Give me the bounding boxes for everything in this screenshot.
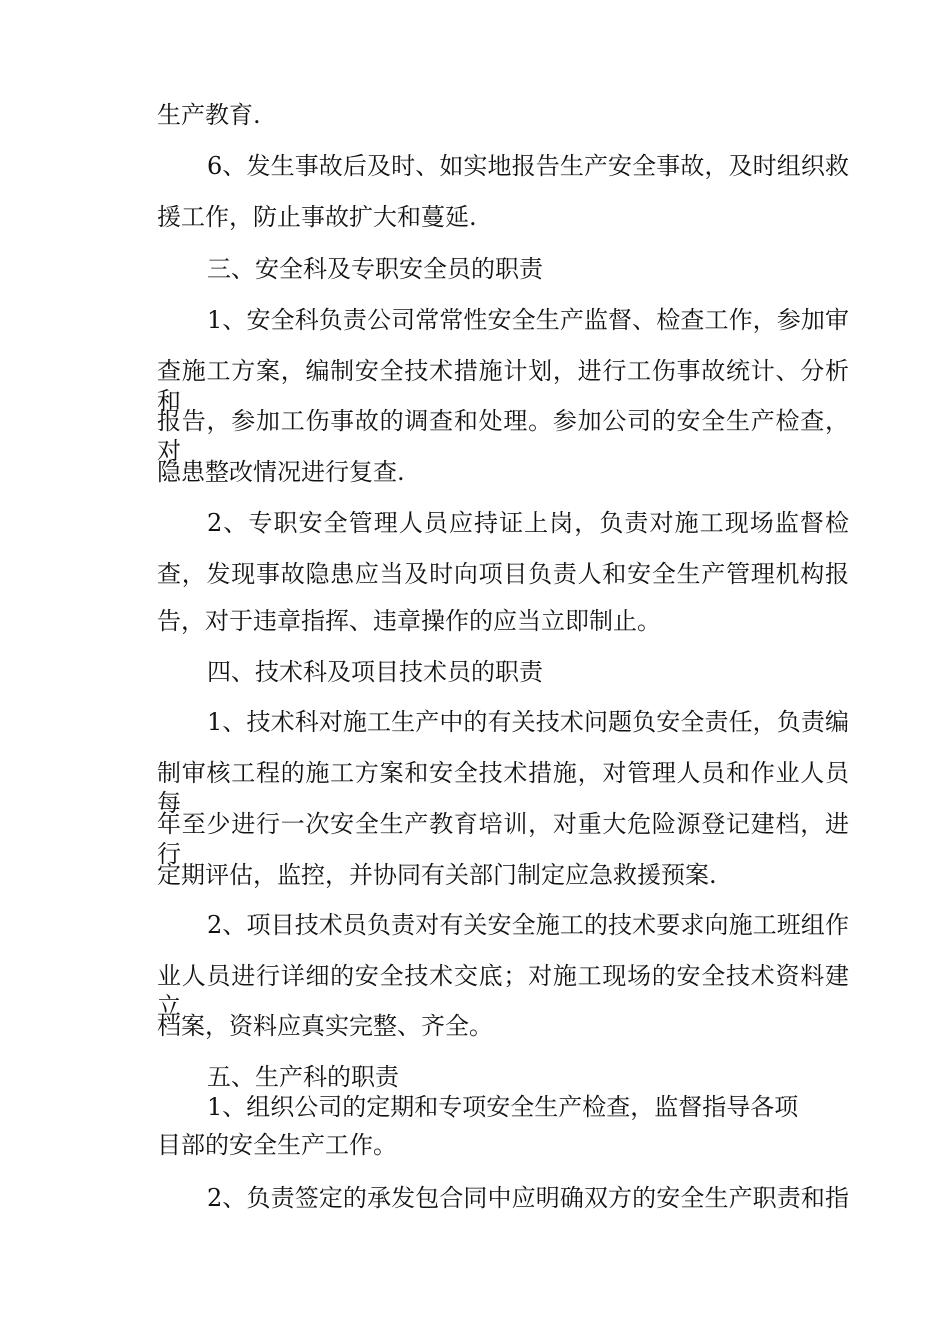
paragraph-line: 6、发生事故后及时、如实地报告生产安全事故，及时组织救	[207, 152, 849, 180]
section-heading: 五、生产科的职责	[207, 1063, 399, 1091]
paragraph-line: 年至少进行一次安全生产教育培训，对重大危险源登记建档，进行	[157, 810, 849, 868]
paragraph-line: 1、技术科对施工生产中的有关技术问题负安全责任，负责编	[207, 708, 849, 736]
paragraph-line: 1、组织公司的定期和专项安全生产检查，监督指导各项	[207, 1093, 799, 1121]
section-heading: 三、安全科及专职安全员的职责	[207, 255, 543, 283]
paragraph-line: 档案，资料应真实完整、齐全。	[157, 1012, 493, 1040]
paragraph-line: 告，对于违章指挥、违章操作的应当立即制止。	[157, 607, 661, 635]
paragraph-line: 定期评估，监控，并协同有关部门制定应急救援预案.	[157, 861, 717, 889]
section-heading: 四、技术科及项目技术员的职责	[207, 658, 543, 686]
paragraph-line: 1、安全科负责公司常常性安全生产监督、检查工作，参加审	[207, 306, 849, 334]
paragraph-line: 制审核工程的施工方案和安全技术措施，对管理人员和作业人员每	[157, 759, 849, 817]
paragraph-line: 援工作，防止事故扩大和蔓延.	[157, 203, 477, 231]
paragraph-line: 报告，参加工伤事故的调查和处理。参加公司的安全生产检查，对	[157, 407, 849, 465]
paragraph-line: 2、负责签定的承发包合同中应明确双方的安全生产职责和指	[207, 1184, 849, 1212]
paragraph-line: 2、专职安全管理人员应持证上岗，负责对施工现场监督检	[207, 509, 849, 537]
paragraph-line: 查，发现事故隐患应当及时向项目负责人和安全生产管理机构报	[157, 560, 849, 588]
paragraph-line: 2、项目技术员负责对有关安全施工的技术要求向施工班组作	[207, 911, 849, 939]
paragraph-line: 隐患整改情况进行复查.	[157, 458, 405, 486]
paragraph-line: 业人员进行详细的安全技术交底；对施工现场的安全技术资料建立	[157, 962, 849, 1020]
paragraph-line: 查施工方案，编制安全技术措施计划，进行工伤事故统计、分析和	[157, 357, 849, 415]
paragraph-line: 目部的安全生产工作。	[157, 1131, 397, 1159]
paragraph-line: 生产教育.	[157, 101, 261, 129]
